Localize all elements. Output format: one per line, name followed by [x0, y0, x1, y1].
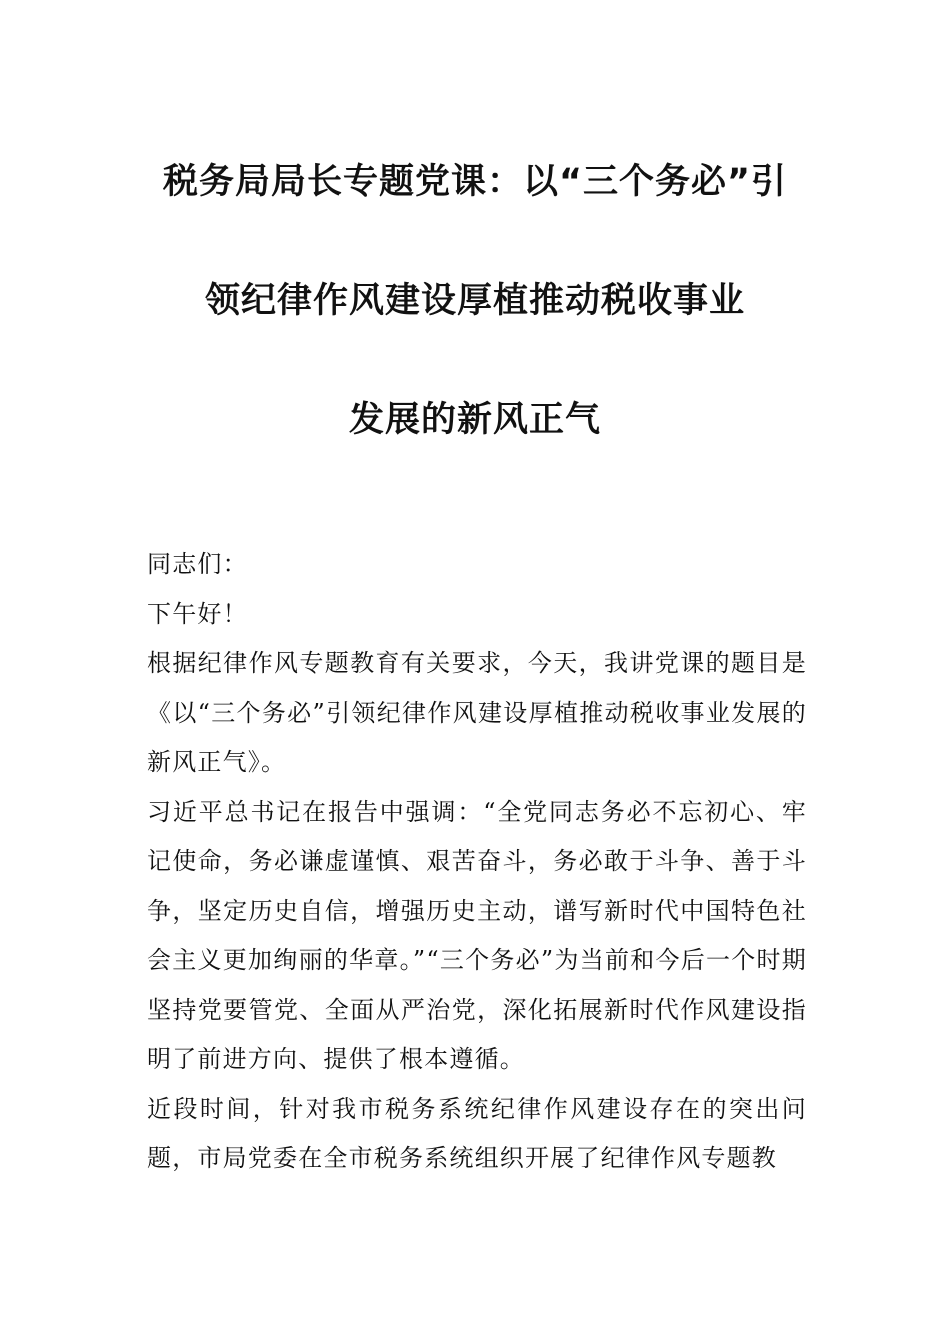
document-title-line-2: 领纪律作风建设厚植推动税收事业: [204, 281, 745, 321]
body-paragraph: 近段时间，针对我市税务系统纪律作风建设存在的突出问题，市局党委在全市税务系统组织开展了纪律作风专题教: [147, 1094, 807, 1172]
document-title-line-3: 发展的新风正气: [348, 400, 601, 440]
body-paragraph: 习近平总书记在报告中强调：“全党同志务必不忘初心、牢记使命，务必谦虚谨慎、艰苦奋斗，务必敢于斗争、善于斗争，坚定历史自信，增强历史主动，谱写新时代中国特色社会主义更加绚丽的华章。”“三个务必”为当前和今后一个时期坚持党要管党、全面从严治党，深化拓展新时代作风建设指明了前进方向、提供了根本遵循。: [147, 797, 807, 1073]
greeting: 下午好！: [147, 599, 248, 628]
salutation: 同志们：: [147, 550, 248, 578]
body-paragraph: 根据纪律作风专题教育有关要求，今天，我讲党课的题目是《以“三个务必”引领纪律作风建设厚植推动税收事业发展的新风正气》。: [147, 649, 807, 776]
document-title-line-1: 税务局局长专题党课：以“三个务必”引: [162, 162, 787, 202]
document-body: [147, 540, 807, 1184]
